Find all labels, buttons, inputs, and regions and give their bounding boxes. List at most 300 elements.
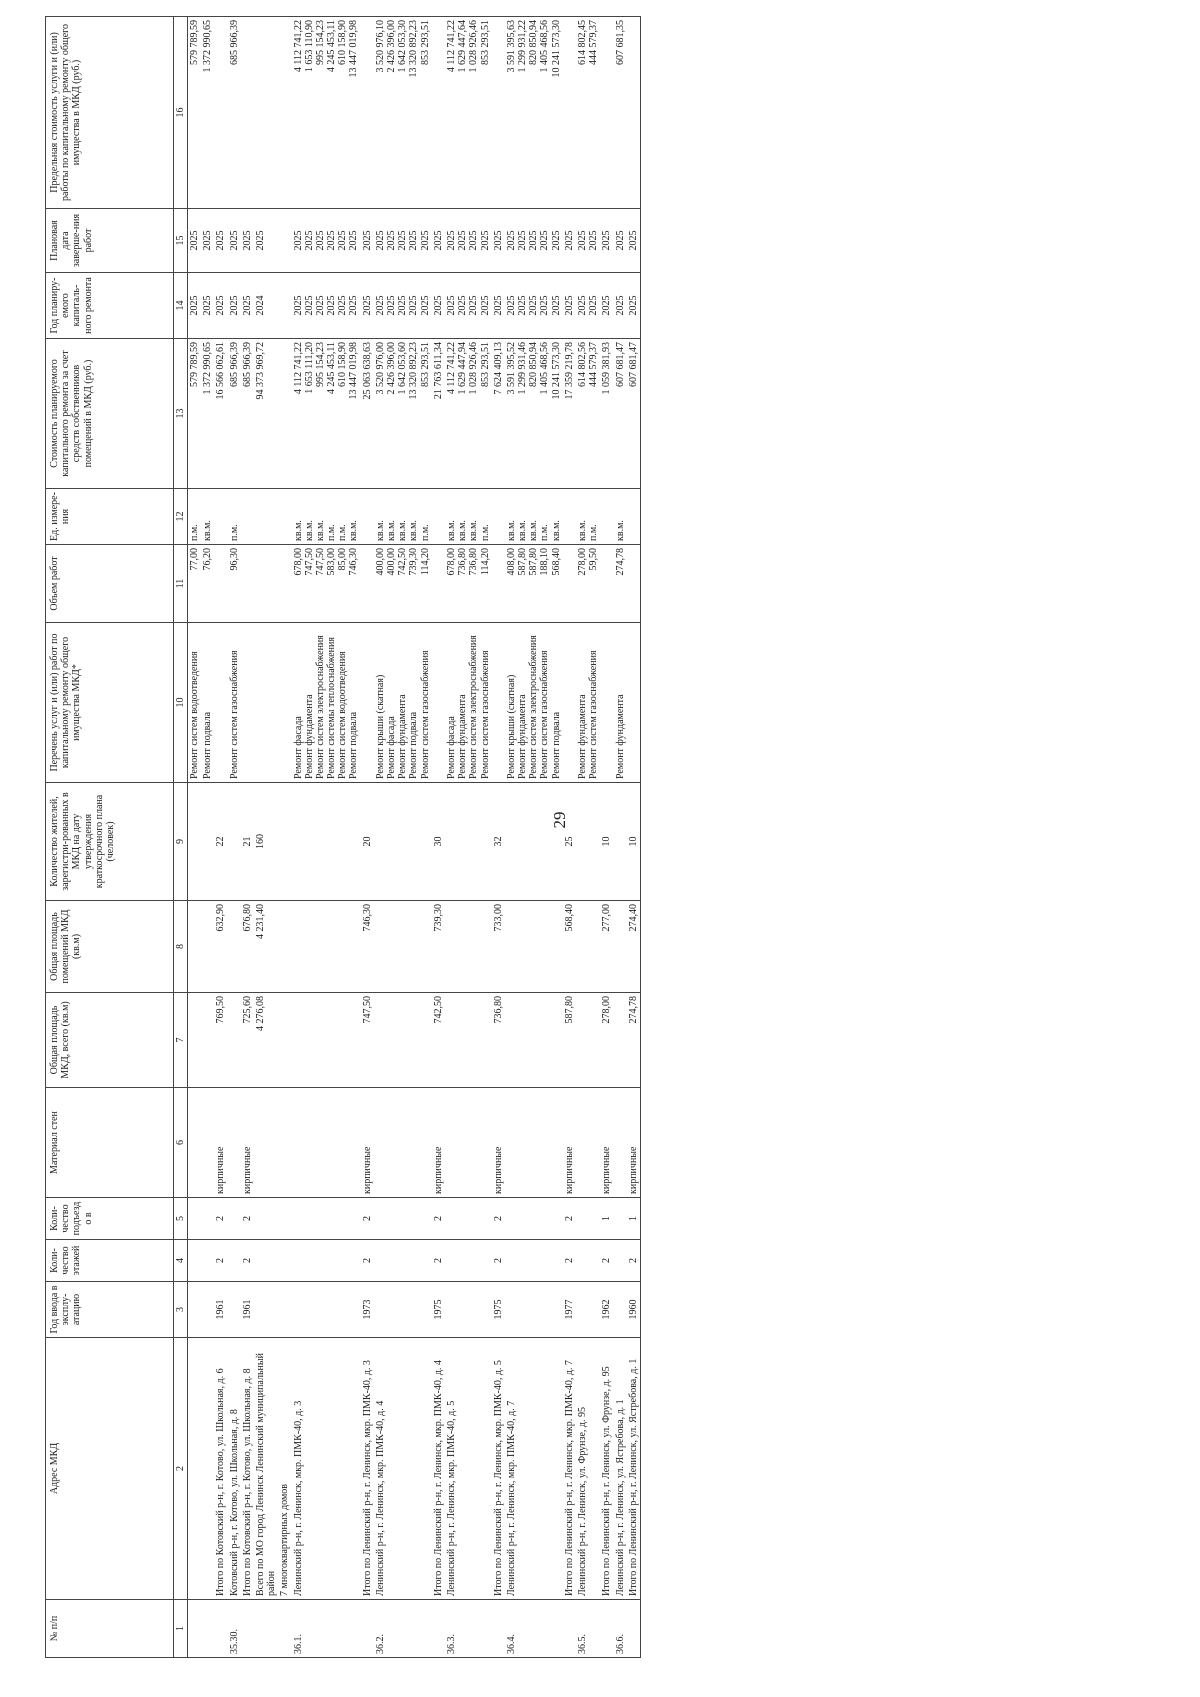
cell-col-9	[201, 783, 214, 901]
column-number-4: 4	[174, 1240, 188, 1282]
cell-line: Ремонт фасада	[292, 716, 304, 779]
capital-repair-table	[45, 16, 641, 1658]
cell-line: 1 405 468,56	[539, 342, 551, 395]
cell-col-15	[254, 209, 278, 273]
cell-line: 2025	[361, 295, 373, 316]
cell-col-8: 676,80	[241, 901, 254, 993]
cell-col-2: Итого по Ленинский р-н, г. Ленинск, мкр. ПМК-40, д. 3	[361, 1338, 374, 1600]
cell-line: 400,00	[374, 548, 386, 576]
cell-col-11	[214, 545, 227, 623]
column-number-14: 14	[174, 273, 188, 339]
cell-line: Ремонт фундамента	[397, 694, 409, 779]
cell-col-11	[627, 545, 641, 623]
cell-line: Ремонт систем электроснабжения	[314, 635, 326, 779]
cell-col-10	[241, 623, 254, 783]
cell-col-3: 1960	[627, 1282, 641, 1338]
cell-line: 2025	[386, 230, 397, 251]
cell-line: 746,30	[348, 548, 360, 576]
cell-col-12	[505, 489, 563, 545]
cell-line: кв.м.	[202, 520, 214, 541]
cell-line: 2025	[445, 295, 457, 316]
cell-line: 4 112 741,22	[445, 20, 457, 73]
cell-col-12	[374, 489, 432, 545]
cell-line: кв.м.	[397, 520, 409, 541]
cell-col-13	[241, 339, 254, 489]
cell-col-7	[201, 993, 214, 1088]
cell-line: Ремонт подвала	[348, 711, 360, 779]
column-number-9: 9	[174, 783, 188, 901]
cell-line: 2025	[517, 295, 529, 316]
cell-col-8	[201, 901, 214, 993]
cell-col-9: 20	[361, 783, 374, 901]
cell-line: п.м.	[228, 524, 240, 541]
cell-line: 2 426 396,00	[386, 342, 397, 395]
column-header-15: Плановая дата заверше-ния работ	[46, 209, 174, 273]
cell-line: 2025	[303, 295, 315, 316]
cell-col-14	[563, 273, 576, 339]
cell-line: 2025	[228, 295, 240, 316]
cell-line: 2025	[479, 230, 491, 251]
cell-line: кв.м.	[374, 520, 386, 541]
cell-line: 607 681,47	[627, 342, 639, 387]
cell-line: п.м.	[539, 524, 551, 541]
cell-col-6	[278, 1088, 291, 1198]
cell-line: 2025	[386, 295, 397, 316]
column-header-10: Перечень услуг и (или) работ по капитальному ремонту общего имущества МКД*	[46, 623, 174, 783]
cell-line: 2025	[432, 295, 444, 316]
cell-col-8: 274,40	[627, 901, 641, 993]
column-number-16: 16	[174, 17, 188, 209]
cell-col-3	[201, 1282, 214, 1338]
cell-col-2: Итого по Котовский р-н, г. Котово, ул. Школьная, д. 8	[241, 1338, 254, 1600]
cell-col-16	[254, 17, 278, 209]
cell-col-3	[228, 1282, 241, 1338]
cell-line: 2025	[337, 230, 349, 251]
cell-line: 2025	[550, 230, 562, 251]
cell-line: кв.м.	[314, 520, 326, 541]
cell-line: 2025	[348, 295, 360, 316]
table-row	[492, 17, 505, 1658]
cell-line: Ремонт подвала	[408, 711, 420, 779]
cell-line: 678,00	[292, 548, 304, 576]
cell-col-14	[492, 273, 505, 339]
cell-col-12	[361, 489, 374, 545]
cell-col-1	[627, 1600, 641, 1658]
cell-line: 13 320 892,23	[408, 20, 420, 78]
cell-line: п.м.	[189, 524, 200, 541]
cell-line: Ремонт фундамента	[614, 694, 626, 779]
table-row	[627, 17, 641, 1658]
cell-col-9	[292, 783, 361, 901]
cell-col-10	[492, 623, 505, 783]
column-header-13: Стоимость планируемого капитального ремонта за счет средств собственников помещений в МКД (руб.)	[46, 339, 174, 489]
cell-line: 25 063 638,63	[361, 342, 373, 400]
column-number-13: 13	[174, 339, 188, 489]
cell-line: 4 245 453,11	[326, 20, 338, 73]
cell-line: Ремонт фундамента	[517, 694, 529, 779]
cell-col-7: 278,00	[600, 993, 613, 1088]
cell-line: 607 681,47	[614, 342, 626, 387]
page-number: 29	[550, 811, 569, 829]
cell-col-4: 2	[492, 1240, 505, 1282]
column-header-9: Количество жителей, зарегистри-рованных в МКД на дату утверждения краткосрочного плана (человек)	[46, 783, 174, 901]
cell-line: 3 591 395,63	[505, 20, 517, 73]
cell-col-9	[445, 783, 492, 901]
cell-col-13	[576, 339, 600, 489]
cell-line: 3 520 976,00	[374, 342, 386, 395]
cell-col-10	[254, 623, 278, 783]
cell-col-9: 30	[432, 783, 445, 901]
cell-col-4	[254, 1240, 278, 1282]
table-row	[278, 17, 291, 1658]
column-number-1: 1	[174, 1600, 188, 1658]
cell-col-7	[374, 993, 432, 1088]
table-row	[432, 17, 445, 1658]
cell-col-7: 747,50	[361, 993, 374, 1088]
cell-line: 685 966,39	[228, 20, 240, 65]
cell-col-16	[492, 17, 505, 209]
cell-col-4: 2	[563, 1240, 576, 1282]
cell-line: 610 158,90	[337, 342, 349, 387]
cell-line: 587,80	[528, 548, 540, 576]
cell-line: 2025	[528, 230, 540, 251]
cell-col-12	[563, 489, 576, 545]
cell-col-10	[228, 623, 241, 783]
cell-col-10	[432, 623, 445, 783]
cell-col-1	[492, 1600, 505, 1658]
column-number-8: 8	[174, 901, 188, 993]
cell-col-5	[278, 1198, 291, 1240]
cell-line: Ремонт крыши (скатная)	[374, 674, 386, 779]
cell-col-14	[214, 273, 227, 339]
cell-col-6	[374, 1088, 432, 1198]
cell-col-13	[600, 339, 613, 489]
cell-col-5	[505, 1198, 563, 1240]
cell-col-5: 2	[432, 1198, 445, 1240]
cell-line: 2025	[492, 295, 504, 316]
cell-col-15	[505, 209, 563, 273]
cell-line: кв.м.	[348, 520, 360, 541]
cell-col-14	[292, 273, 361, 339]
cell-line: 853 293,51	[419, 20, 431, 65]
cell-line: 2025	[374, 295, 386, 316]
cell-col-13	[614, 339, 627, 489]
column-header-6: Материал стен	[46, 1088, 174, 1198]
cell-col-11	[492, 545, 505, 623]
cell-col-10	[505, 623, 563, 783]
cell-line: 2025	[528, 295, 540, 316]
cell-col-16	[278, 17, 291, 209]
cell-col-6	[201, 1088, 214, 1198]
cell-line: 2025	[601, 230, 613, 251]
cell-col-15	[374, 209, 432, 273]
cell-line: 587,80	[517, 548, 529, 576]
cell-col-10	[445, 623, 492, 783]
column-header-4: Коли-чество этажей	[46, 1240, 174, 1282]
cell-col-15	[492, 209, 505, 273]
cell-col-2	[201, 1338, 214, 1600]
cell-col-6	[254, 1088, 278, 1198]
cell-col-14	[188, 273, 202, 339]
cell-col-16	[361, 17, 374, 209]
cell-line: 77,00	[189, 548, 200, 571]
cell-col-16	[563, 17, 576, 209]
column-header-14: Год планиру-емого капиталь-ного ремонта	[46, 273, 174, 339]
cell-col-2: 7 многоквартирных домов	[278, 1338, 291, 1600]
cell-line: 278,00	[577, 548, 588, 576]
cell-col-12	[614, 489, 627, 545]
cell-line: кв.м.	[303, 520, 315, 541]
cell-line: 1 299 931,22	[517, 20, 529, 73]
table-row	[228, 17, 241, 1658]
cell-line: 2025	[492, 230, 504, 251]
cell-line: 2025	[314, 230, 326, 251]
cell-col-1	[254, 1600, 278, 1658]
cell-line: кв.м.	[292, 520, 304, 541]
cell-col-11	[576, 545, 600, 623]
table-row	[214, 17, 227, 1658]
cell-col-11	[254, 545, 278, 623]
cell-line: 2025	[202, 230, 214, 251]
cell-col-16	[241, 17, 254, 209]
cell-line: Ремонт систем электроснабжения	[468, 635, 480, 779]
cell-line: Ремонт подвала	[550, 711, 562, 779]
cell-col-16	[374, 17, 432, 209]
cell-line: 747,50	[314, 548, 326, 576]
column-number-row	[174, 17, 188, 1658]
cell-line: п.м.	[326, 524, 338, 541]
cell-line: 1 629 447,94	[457, 342, 469, 395]
cell-col-2: Итого по Ленинский р-н, г. Ленинск, мкр. ПМК-40, д. 5	[492, 1338, 505, 1600]
cell-col-2: Ленинский р-н, г. Ленинск, мкр. ПМК-40, д. 3	[292, 1338, 361, 1600]
cell-line: п.м.	[479, 524, 491, 541]
cell-line: 1 653 110,90	[303, 20, 315, 73]
cell-col-3	[188, 1282, 202, 1338]
table-row	[201, 17, 214, 1658]
cell-col-1	[188, 1600, 202, 1658]
cell-line: 2025	[517, 230, 529, 251]
cell-col-6: кирпичные	[492, 1088, 505, 1198]
cell-col-13	[432, 339, 445, 489]
cell-col-8: 746,30	[361, 901, 374, 993]
table-row	[576, 17, 600, 1658]
cell-col-14	[505, 273, 563, 339]
cell-line: п.м.	[419, 524, 431, 541]
cell-col-10	[614, 623, 627, 783]
cell-col-6: кирпичные	[627, 1088, 641, 1198]
cell-col-15	[432, 209, 445, 273]
cell-col-9: 25	[563, 783, 576, 901]
cell-col-3: 1961	[214, 1282, 227, 1338]
cell-col-13	[228, 339, 241, 489]
cell-col-4	[228, 1240, 241, 1282]
cell-col-6	[188, 1088, 202, 1198]
cell-col-16	[600, 17, 613, 209]
cell-line: 16 566 062,61	[215, 342, 227, 400]
cell-col-13	[188, 339, 202, 489]
cell-col-3	[374, 1282, 432, 1338]
cell-line: 2025	[457, 230, 469, 251]
cell-line: кв.м.	[577, 520, 588, 541]
cell-col-10	[627, 623, 641, 783]
table-row	[292, 17, 361, 1658]
cell-col-15	[576, 209, 600, 273]
cell-col-4	[374, 1240, 432, 1282]
cell-line: 2025	[189, 230, 200, 251]
cell-col-14	[432, 273, 445, 339]
cell-line: 2025	[314, 295, 326, 316]
cell-col-3: 1962	[600, 1282, 613, 1338]
cell-col-15	[614, 209, 627, 273]
cell-col-7	[505, 993, 563, 1088]
cell-col-13	[278, 339, 291, 489]
cell-col-15	[188, 209, 202, 273]
column-header-3: Год ввода в эксплу-атацию	[46, 1282, 174, 1338]
cell-col-8	[576, 901, 600, 993]
cell-line: 2025	[505, 295, 517, 316]
cell-line: Ремонт систем газоснабжения	[419, 650, 431, 779]
table-row	[614, 17, 627, 1658]
cell-line: 2025	[241, 230, 253, 251]
cell-col-2: Всего по МО город Ленинск Ленинский муниципальный район	[254, 1338, 278, 1600]
cell-line: 2025	[550, 295, 562, 316]
cell-col-15	[627, 209, 641, 273]
cell-line: 2025	[577, 295, 588, 316]
cell-col-5: 2	[241, 1198, 254, 1240]
cell-col-4	[188, 1240, 202, 1282]
column-number-11: 11	[174, 545, 188, 623]
cell-col-11	[432, 545, 445, 623]
cell-line: 2025	[326, 295, 338, 316]
cell-line: 21 763 611,34	[432, 342, 444, 400]
cell-col-4: 2	[241, 1240, 254, 1282]
cell-col-11	[600, 545, 613, 623]
cell-col-7: 769,50	[214, 993, 227, 1088]
header-row	[46, 17, 174, 1658]
cell-col-7	[445, 993, 492, 1088]
cell-col-6	[445, 1088, 492, 1198]
cell-col-2: Котовский р-н, г. Котово, ул. Школьная, д. 8	[228, 1338, 241, 1600]
column-header-8: Общая площадь помещений МКД (кв.м)	[46, 901, 174, 993]
cell-col-15	[292, 209, 361, 273]
cell-col-7: 742,50	[432, 993, 445, 1088]
cell-line: 747,50	[303, 548, 315, 576]
cell-line: 2025	[445, 230, 457, 251]
column-number-2: 2	[174, 1338, 188, 1600]
cell-col-11	[445, 545, 492, 623]
cell-line: 2025	[627, 230, 639, 251]
cell-line: 2025	[254, 230, 266, 251]
cell-col-3	[505, 1282, 563, 1338]
cell-line: Ремонт систем газоснабжения	[228, 650, 240, 779]
column-number-10: 10	[174, 623, 188, 783]
column-number-7: 7	[174, 993, 188, 1088]
cell-col-7	[228, 993, 241, 1088]
cell-col-9	[576, 783, 600, 901]
cell-col-8: 277,00	[600, 901, 613, 993]
cell-line: Ремонт систем газоснабжения	[479, 650, 491, 779]
cell-col-10	[361, 623, 374, 783]
cell-col-7: 725,60	[241, 993, 254, 1088]
cell-col-4: 2	[214, 1240, 227, 1282]
cell-col-5	[188, 1198, 202, 1240]
cell-col-11	[228, 545, 241, 623]
cell-col-4	[278, 1240, 291, 1282]
cell-line: 1 059 381,93	[601, 342, 613, 395]
column-header-7: Общая площадь МКД, всего (кв.м)	[46, 993, 174, 1088]
cell-line: Ремонт систем газоснабжения	[539, 650, 551, 779]
cell-line: Ремонт фундамента	[457, 694, 469, 779]
cell-col-7	[292, 993, 361, 1088]
cell-col-13	[292, 339, 361, 489]
cell-col-4	[576, 1240, 600, 1282]
cell-line: 2024	[254, 295, 266, 316]
cell-line: 94 373 969,72	[254, 342, 266, 400]
cell-col-1: 36.6.	[614, 1600, 627, 1658]
cell-col-1	[361, 1600, 374, 1658]
cell-col-6: кирпичные	[214, 1088, 227, 1198]
cell-line: 2025	[348, 230, 360, 251]
cell-line: 7 624 409,13	[492, 342, 504, 395]
cell-col-8: 568,40	[563, 901, 576, 993]
cell-col-12	[627, 489, 641, 545]
cell-col-3: 1977	[563, 1282, 576, 1338]
cell-col-14	[361, 273, 374, 339]
cell-line: п.м.	[588, 524, 600, 541]
cell-col-10	[278, 623, 291, 783]
cell-line: кв.м.	[505, 520, 517, 541]
cell-line: Ремонт фундамента	[303, 694, 315, 779]
column-header-5: Коли-чество подъездо в	[46, 1198, 174, 1240]
cell-col-3	[576, 1282, 600, 1338]
cell-col-13	[374, 339, 432, 489]
cell-col-1	[432, 1600, 445, 1658]
cell-line: 1 299 931,46	[517, 342, 529, 395]
cell-line: 853 293,51	[479, 342, 491, 387]
cell-col-9	[614, 783, 627, 901]
cell-col-6	[505, 1088, 563, 1198]
table-row	[505, 17, 563, 1658]
cell-line: Ремонт систем водоотведения	[337, 651, 349, 779]
cell-line: 10 241 573,30	[550, 20, 562, 78]
cell-col-5: 1	[627, 1198, 641, 1240]
cell-line: Ремонт крыши (скатная)	[505, 674, 517, 779]
cell-col-12	[241, 489, 254, 545]
cell-col-1	[241, 1600, 254, 1658]
cell-line: Ремонт системы теплоснабжения	[326, 637, 338, 779]
cell-line: 188,10	[539, 548, 551, 576]
cell-col-1: 36.1.	[292, 1600, 361, 1658]
cell-col-15	[228, 209, 241, 273]
cell-col-14	[374, 273, 432, 339]
cell-col-2: Ленинский р-н, г. Ленинск, ул. Фрунзе, д. 95	[576, 1338, 600, 1600]
cell-line: 2025	[241, 295, 253, 316]
cell-line: 742,50	[397, 548, 409, 576]
cell-line: 736,80	[457, 548, 469, 576]
cell-line: кв.м.	[517, 520, 529, 541]
cell-col-5: 2	[492, 1198, 505, 1240]
cell-col-2: Ленинский р-н, г. Ленинск, мкр. ПМК-40, д. 5	[445, 1338, 492, 1600]
cell-line: 568,40	[550, 548, 562, 576]
cell-line: 2025	[577, 230, 588, 251]
cell-col-3	[278, 1282, 291, 1338]
cell-line: 2025	[563, 295, 575, 316]
table-row	[188, 17, 202, 1658]
cell-col-13	[563, 339, 576, 489]
cell-line: 1 642 053,60	[397, 342, 409, 395]
cell-col-9: 160	[254, 783, 278, 901]
cell-line: кв.м.	[550, 520, 562, 541]
